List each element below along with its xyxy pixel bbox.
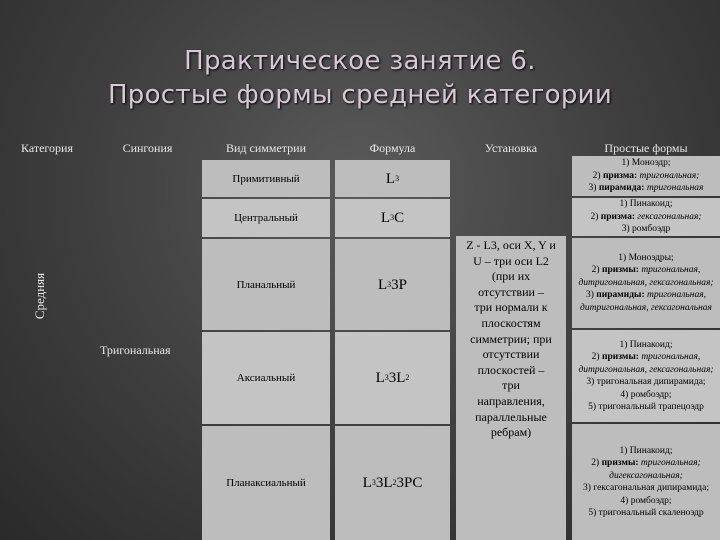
installation-line: отсутствии xyxy=(482,347,540,362)
symmetry-cell-planaxial xyxy=(202,426,330,540)
installation-line: U – три оси L2 xyxy=(473,253,549,268)
installation-line: три нормали к xyxy=(474,300,548,315)
installation-line: ребрам) xyxy=(490,425,532,440)
formula-rest: C xyxy=(394,210,405,226)
form-item: 1) Пинакоид; xyxy=(619,199,673,210)
header-syngony: Сингония xyxy=(122,141,173,155)
forms-cell-axial xyxy=(572,330,720,422)
forms-cell-planaxial xyxy=(572,424,720,540)
formula-base: L xyxy=(377,276,388,293)
header-installation: Установка xyxy=(484,141,538,155)
header-symmetry: Вид симметрии xyxy=(225,141,307,155)
symmetry-cell-axial xyxy=(202,332,330,424)
form-item: 1) Пинакоид; xyxy=(619,339,673,350)
form-item: 3) гексагональная дипирамида; xyxy=(583,483,709,493)
form-item: 2) призма: тригональная; xyxy=(592,170,700,181)
form-item: 3) тригональная дипирамида; xyxy=(586,377,706,387)
header-forms: Простые формы xyxy=(604,141,688,155)
header-category: Категория xyxy=(21,141,73,155)
formula-rest: 3L xyxy=(375,475,393,491)
formula-rest: 3P xyxy=(391,276,407,293)
formula-cell-planal: L 3 3P xyxy=(335,239,450,330)
symmetry-cell-planal xyxy=(202,239,330,330)
installation-line: симметрии; при xyxy=(470,331,552,346)
symmetry-label: Планаксиальный xyxy=(226,477,306,489)
syngony-value: Тригональная xyxy=(100,343,171,357)
formula-base: L xyxy=(362,475,372,491)
formula-rest: 3PC xyxy=(396,475,423,491)
formula-rest: 3L xyxy=(388,370,406,386)
form-item: 5) тригональный скаленоэдр xyxy=(588,508,704,518)
form-item: 5) тригональный трапецоэдр xyxy=(588,402,704,412)
forms-cell-primitive xyxy=(572,156,720,196)
form-item: 2) призма: гексагональная; xyxy=(590,211,702,222)
formula-base: L xyxy=(375,370,385,386)
symmetry-cell-primitive xyxy=(202,160,330,197)
installation-line: параллельные xyxy=(475,409,547,424)
installation-text xyxy=(456,238,566,441)
header-formula: Формула xyxy=(369,141,416,155)
title-line-2: Простые формы средней категории xyxy=(107,80,613,110)
title-line-1: Практическое занятие 6. xyxy=(184,46,536,76)
symmetry-label: Центральный xyxy=(234,212,298,224)
formula-cell-planaxial: L 3 3L 2 3PC xyxy=(335,426,450,540)
form-item: 1) Пинакоид; xyxy=(619,445,673,456)
form-item: 1) Моноэдры; xyxy=(618,252,674,263)
slide-title xyxy=(60,44,660,112)
formula-cell-central: L 3 C xyxy=(335,199,450,237)
installation-line: плоскостям xyxy=(481,315,541,330)
installation-line: три xyxy=(502,378,520,393)
installation-line: отсутствии – xyxy=(478,284,544,299)
symmetry-label: Аксиальный xyxy=(236,372,296,384)
formula-cell-primitive: L 3 xyxy=(335,160,450,197)
symmetry-cell-central xyxy=(202,199,330,237)
installation-line: направления, xyxy=(477,393,545,408)
form-item: 2) призмы: тригональная, дитригональная, гексагональная; xyxy=(578,352,714,375)
formula-base: L xyxy=(380,210,391,226)
installation-line: плоскостей – xyxy=(477,362,545,377)
formula-cell-axial: L 3 3L 2 xyxy=(335,332,450,424)
installation-line: (при их xyxy=(491,269,531,284)
form-item: 4) ромбоэдр; xyxy=(620,389,672,400)
form-item: 4) ромбоэдр; xyxy=(620,495,672,506)
form-item: 1) Моноэдр; xyxy=(621,158,671,169)
forms-cell-central xyxy=(572,198,720,236)
form-item: 3) ромбоэдр xyxy=(621,224,671,235)
category-value: Средняя xyxy=(32,272,47,320)
installation-line: Z - L3, оси X, Y и xyxy=(466,238,556,252)
form-item: 2) призмы: тригональная; дигексагональная; xyxy=(591,458,701,481)
form-item: 2) призмы: тригональная, дитригональная, гексагональная; xyxy=(578,265,714,288)
form-item: 3) пирамида: тригональная xyxy=(588,183,704,194)
form-item: 3) пирамиды: тригональная, дитригональная, гексагональная xyxy=(580,290,712,313)
formula-base: L xyxy=(385,170,396,187)
symmetry-label: Планальный xyxy=(236,278,296,291)
symmetry-label: Примитивный xyxy=(232,172,300,185)
forms-cell-planal xyxy=(572,238,720,328)
